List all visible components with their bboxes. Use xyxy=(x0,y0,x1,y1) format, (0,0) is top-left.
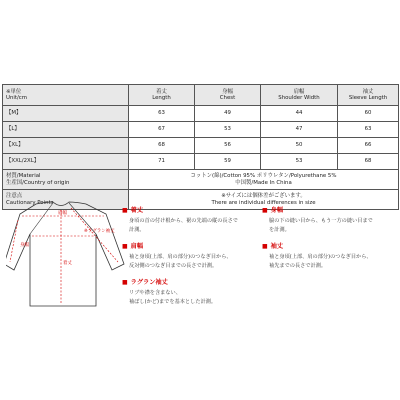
note-title-text: 身幅 xyxy=(270,207,284,214)
material-row xyxy=(3,170,399,190)
material-value-1: コットン(綿)/Cotton 95% ポリウレタン/Polyurethane 5% xyxy=(190,173,337,180)
sleeve-measure-line xyxy=(71,208,118,262)
material-value-2: 中国製/Made In China xyxy=(235,179,292,186)
diagram-label-raglan: ※ラグラン袖丈 xyxy=(84,229,115,234)
size-value: 68 xyxy=(129,138,195,154)
column-header-chest xyxy=(195,85,261,106)
caution-label-en: Cautionary Points xyxy=(6,199,54,206)
column-header-chest-en: Chest xyxy=(219,95,236,101)
column-header-sleeve-jp: 袖丈 xyxy=(362,88,374,95)
caution-label-jp: 注意点 xyxy=(6,193,23,200)
size-label: 【XL】 xyxy=(3,138,129,154)
column-header-shoulder-en: Shoulder Width xyxy=(278,95,320,101)
note-line: 袖と身頃(上部、肩の部分)のつなぎ目から、 xyxy=(129,253,232,260)
square-bullet-icon: ■ xyxy=(262,207,268,215)
size-value: 67 xyxy=(129,122,195,138)
size-value: 50 xyxy=(261,138,338,154)
note-line: を計測。 xyxy=(269,226,290,233)
caution-value-en: There are individual differences in size xyxy=(211,199,316,206)
size-value: 49 xyxy=(195,106,261,122)
note-title-text: 袖丈 xyxy=(270,243,284,251)
note-title xyxy=(122,242,258,253)
square-bullet-icon: ■ xyxy=(122,207,128,215)
note-line: 反対側のつなぎ目までの長さで計測。 xyxy=(129,262,218,269)
note-sleeve xyxy=(262,242,398,271)
note-line: リブや襟を含まない、 xyxy=(129,289,181,296)
unit-label-en: Unit/cm xyxy=(6,95,28,101)
column-header-length-en: Length xyxy=(152,95,171,101)
note-line: 袖と身頃(上部、肩の部分)のつなぎ目から、 xyxy=(269,253,372,260)
size-value: 60 xyxy=(338,106,399,122)
garment-outline xyxy=(6,199,124,306)
note-line: 脇の下の縫い目から、もう一方の縫い目まで xyxy=(269,217,373,224)
material-value xyxy=(129,170,399,190)
column-header-shoulder-jp: 肩幅 xyxy=(293,88,305,95)
caution-value-jp: ※サイズには個体差がございます。 xyxy=(221,193,306,200)
diagram-label-shoulder: 肩幅 xyxy=(58,211,67,216)
size-value: 56 xyxy=(195,138,261,154)
material-label xyxy=(3,170,129,190)
note-line: 袖先までの長さで計測。 xyxy=(269,262,327,269)
column-header-length xyxy=(129,85,195,106)
size-value: 44 xyxy=(261,106,338,122)
column-header-sleeve xyxy=(338,85,399,106)
note-title xyxy=(262,206,398,217)
size-label: 【L】 xyxy=(3,122,129,138)
note-raglan-sleeve xyxy=(122,278,258,307)
size-value: 59 xyxy=(195,154,261,170)
size-value: 53 xyxy=(195,122,261,138)
square-bullet-icon: ■ xyxy=(262,243,268,251)
tshirt-outline xyxy=(6,200,128,310)
material-label-1: 材質/Material xyxy=(6,173,41,180)
note-title-text: ラグラン袖丈 xyxy=(130,279,168,287)
diagram-label-length: 着丈 xyxy=(63,261,72,266)
notes-column-right xyxy=(262,206,398,278)
size-value: 66 xyxy=(338,138,399,154)
raglan-seam-left xyxy=(30,203,53,234)
note-title xyxy=(122,278,258,289)
measurement-diagram xyxy=(6,200,128,310)
size-table xyxy=(2,84,399,210)
note-title xyxy=(262,242,398,253)
size-value: 71 xyxy=(129,154,195,170)
note-chest xyxy=(262,206,398,235)
note-line: 計測。 xyxy=(129,226,145,233)
note-title-text: 着丈 xyxy=(130,207,144,214)
size-label: 【M】 xyxy=(3,106,129,122)
size-table-header-row xyxy=(3,85,399,106)
size-row-m xyxy=(3,106,399,122)
size-row-xxl xyxy=(3,154,399,170)
diagram-label-chest: 身幅 xyxy=(20,243,29,248)
unit-label-jp: ※単位 xyxy=(6,88,22,95)
size-row-l xyxy=(3,122,399,138)
size-value: 53 xyxy=(261,154,338,170)
notes-column-left xyxy=(122,206,258,314)
material-label-2: 生産国/Country of origin xyxy=(6,179,70,186)
square-bullet-icon: ■ xyxy=(122,243,128,251)
size-value: 63 xyxy=(338,122,399,138)
size-row-xl xyxy=(3,138,399,154)
note-title-text: 肩幅 xyxy=(130,243,144,251)
size-value: 68 xyxy=(338,154,399,170)
column-header-chest-jp: 身幅 xyxy=(222,88,233,95)
note-length xyxy=(122,206,258,235)
note-line: 身頃の首の付け根から、裾の先端の縦の長さで xyxy=(129,217,238,224)
size-value: 47 xyxy=(261,122,338,138)
size-label: 【XXL/2XL】 xyxy=(3,154,129,170)
note-title xyxy=(122,206,258,217)
size-value: 63 xyxy=(129,106,195,122)
note-shoulder xyxy=(122,242,258,271)
unit-header xyxy=(3,85,129,106)
note-line: 袖ぼし(かど)までを基本とした計測。 xyxy=(129,299,217,305)
square-bullet-icon: ■ xyxy=(122,279,128,287)
column-header-sleeve-en: Sleeve Length xyxy=(348,95,388,101)
column-header-shoulder xyxy=(261,85,338,106)
column-header-length-jp: 着丈 xyxy=(156,88,167,95)
